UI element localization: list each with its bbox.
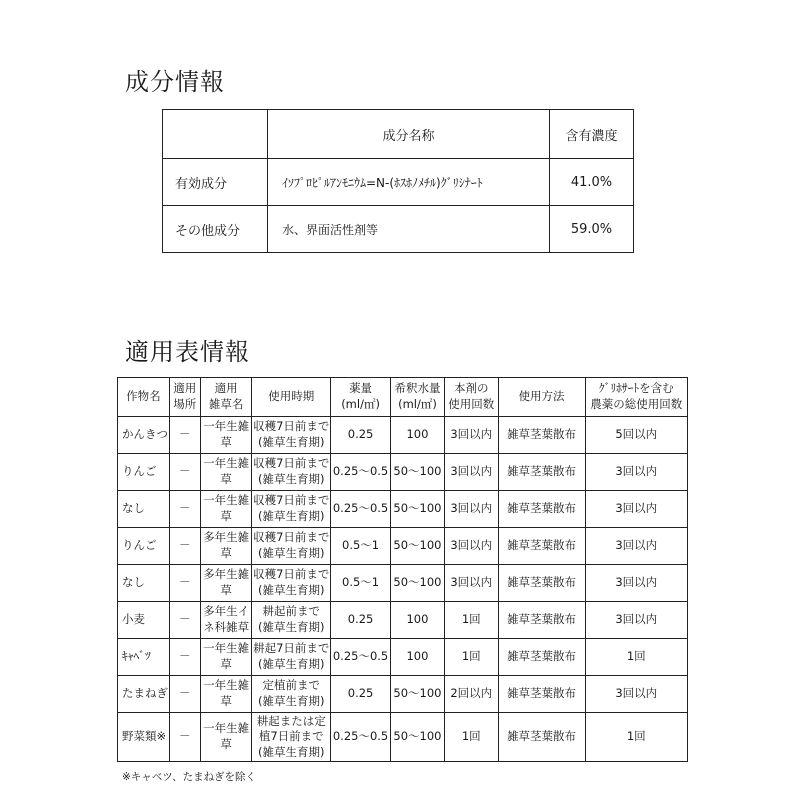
weed-name: 一年生雑 草	[200, 491, 252, 528]
weed-name: 多年生雑 草	[200, 565, 252, 602]
header-crop: 作物名	[118, 378, 170, 417]
dose: 0.5～1	[331, 565, 391, 602]
header-timing: 使用時期	[252, 378, 331, 417]
dilution-water: 50～100	[391, 454, 445, 491]
place: －	[169, 676, 200, 713]
place: －	[169, 528, 200, 565]
total-usage-count: 5回以内	[585, 417, 687, 454]
dilution-water: 100	[391, 417, 445, 454]
total-usage-count: 3回以内	[585, 454, 687, 491]
usage-method: 雑草茎葉散布	[498, 528, 585, 565]
usage-method: 雑草茎葉散布	[498, 454, 585, 491]
usage-timing: 収穫7日前まで (雑草生育期)	[252, 454, 331, 491]
usage-count: 3回以内	[444, 454, 498, 491]
table-row	[118, 602, 688, 639]
place: －	[169, 417, 200, 454]
composition-table	[162, 109, 634, 253]
dose: 0.25	[331, 417, 391, 454]
place: －	[169, 454, 200, 491]
total-usage-count: 3回以内	[585, 602, 687, 639]
dose: 0.25～0.5	[331, 639, 391, 676]
table-row	[118, 491, 688, 528]
weed-name: 一年生雑 草	[200, 639, 252, 676]
total-usage-count: 1回	[585, 639, 687, 676]
dilution-water: 100	[391, 639, 445, 676]
dose: 0.5～1	[331, 528, 391, 565]
usage-method: 雑草茎葉散布	[498, 639, 585, 676]
usage-timing: 収穫7日前まで (雑草生育期)	[252, 528, 331, 565]
dilution-water: 50～100	[391, 491, 445, 528]
total-usage-count: 3回以内	[585, 565, 687, 602]
place: －	[169, 565, 200, 602]
usage-method: 雑草茎葉散布	[498, 713, 585, 762]
composition-header-concentration: 含有濃度	[550, 110, 634, 159]
header-count: 本剤の 使用回数	[444, 378, 498, 417]
usage-timing: 収穫7日前まで (雑草生育期)	[252, 565, 331, 602]
usage-count: 1回	[444, 602, 498, 639]
usage-count: 1回	[444, 713, 498, 762]
usage-timing: 定植前まで (雑草生育期)	[252, 676, 331, 713]
usage-count: 3回以内	[444, 417, 498, 454]
weed-name: 多年生イ ネ科雑草	[200, 602, 252, 639]
application-table	[117, 377, 688, 762]
total-usage-count: 1回	[585, 713, 687, 762]
dilution-water: 100	[391, 602, 445, 639]
application-header-row	[118, 378, 688, 417]
total-usage-count: 3回以内	[585, 528, 687, 565]
component-type: その他成分	[163, 206, 268, 253]
total-usage-count: 3回以内	[585, 676, 687, 713]
crop-name: 野菜類※	[118, 713, 170, 762]
weed-name: 一年生雑 草	[200, 454, 252, 491]
usage-timing: 収穫7日前まで (雑草生育期)	[252, 491, 331, 528]
usage-method: 雑草茎葉散布	[498, 602, 585, 639]
crop-name: たまねぎ	[118, 676, 170, 713]
weed-name: 一年生雑 草	[200, 676, 252, 713]
composition-header-name: 成分名称	[268, 110, 550, 159]
header-dose: 薬量 (ml/㎡)	[331, 378, 391, 417]
place: －	[169, 602, 200, 639]
crop-name: かんきつ	[118, 417, 170, 454]
crop-name: ｷｬﾍﾞﾂ	[118, 639, 170, 676]
usage-timing: 収穫7日前まで (雑草生育期)	[252, 417, 331, 454]
crop-name: りんご	[118, 454, 170, 491]
weed-name: 多年生雑 草	[200, 528, 252, 565]
crop-name: なし	[118, 565, 170, 602]
table-row	[118, 676, 688, 713]
dose: 0.25	[331, 602, 391, 639]
composition-header-row	[163, 110, 634, 159]
weed-name: 一年生雑 草	[200, 417, 252, 454]
application-heading: 適用表情報	[125, 338, 250, 366]
composition-header-blank	[163, 110, 268, 159]
dose: 0.25	[331, 676, 391, 713]
table-row	[118, 639, 688, 676]
crop-name: 小麦	[118, 602, 170, 639]
usage-method: 雑草茎葉散布	[498, 417, 585, 454]
crop-name: りんご	[118, 528, 170, 565]
place: －	[169, 713, 200, 762]
usage-timing: 耕起または定 植7日前まで (雑草生育期)	[252, 713, 331, 762]
composition-row	[163, 159, 634, 206]
table-row	[118, 528, 688, 565]
component-name: 水、界面活性剤等	[268, 206, 550, 253]
usage-timing: 耕起前まで (雑草生育期)	[252, 602, 331, 639]
table-row	[118, 713, 688, 762]
dilution-water: 50～100	[391, 528, 445, 565]
total-usage-count: 3回以内	[585, 491, 687, 528]
component-concentration: 59.0%	[550, 206, 634, 253]
component-concentration: 41.0%	[550, 159, 634, 206]
header-water: 希釈水量 (ml/㎡)	[391, 378, 445, 417]
dilution-water: 50～100	[391, 565, 445, 602]
place: －	[169, 639, 200, 676]
usage-count: 1回	[444, 639, 498, 676]
dilution-water: 50～100	[391, 676, 445, 713]
usage-method: 雑草茎葉散布	[498, 565, 585, 602]
footnote: ※キャベツ、たまねぎを除く	[122, 771, 257, 783]
table-row	[118, 565, 688, 602]
composition-heading: 成分情報	[125, 68, 225, 96]
usage-method: 雑草茎葉散布	[498, 491, 585, 528]
header-weed: 適用 雑草名	[200, 378, 252, 417]
place: －	[169, 491, 200, 528]
usage-count: 2回以内	[444, 676, 498, 713]
usage-count: 3回以内	[444, 491, 498, 528]
dose: 0.25～0.5	[331, 454, 391, 491]
table-row	[118, 454, 688, 491]
dose: 0.25～0.5	[331, 713, 391, 762]
dose: 0.25～0.5	[331, 491, 391, 528]
table-row	[118, 417, 688, 454]
usage-method: 雑草茎葉散布	[498, 676, 585, 713]
composition-row	[163, 206, 634, 253]
weed-name: 一年生雑 草	[200, 713, 252, 762]
component-name: ｲｿﾌﾟﾛﾋﾟﾙｱﾝﾓﾆｳﾑ=N-(ﾎｽﾎﾉﾒﾁﾙ)ｸﾞﾘｼﾅｰﾄ	[268, 159, 550, 206]
header-place: 適用 場所	[169, 378, 200, 417]
header-method: 使用方法	[498, 378, 585, 417]
component-type: 有効成分	[163, 159, 268, 206]
usage-timing: 耕起7日前まで (雑草生育期)	[252, 639, 331, 676]
usage-count: 3回以内	[444, 565, 498, 602]
dilution-water: 50～100	[391, 713, 445, 762]
header-total-count: ｸﾞﾘﾎｻｰﾄを含む 農薬の総使用回数	[585, 378, 687, 417]
crop-name: なし	[118, 491, 170, 528]
usage-count: 3回以内	[444, 528, 498, 565]
